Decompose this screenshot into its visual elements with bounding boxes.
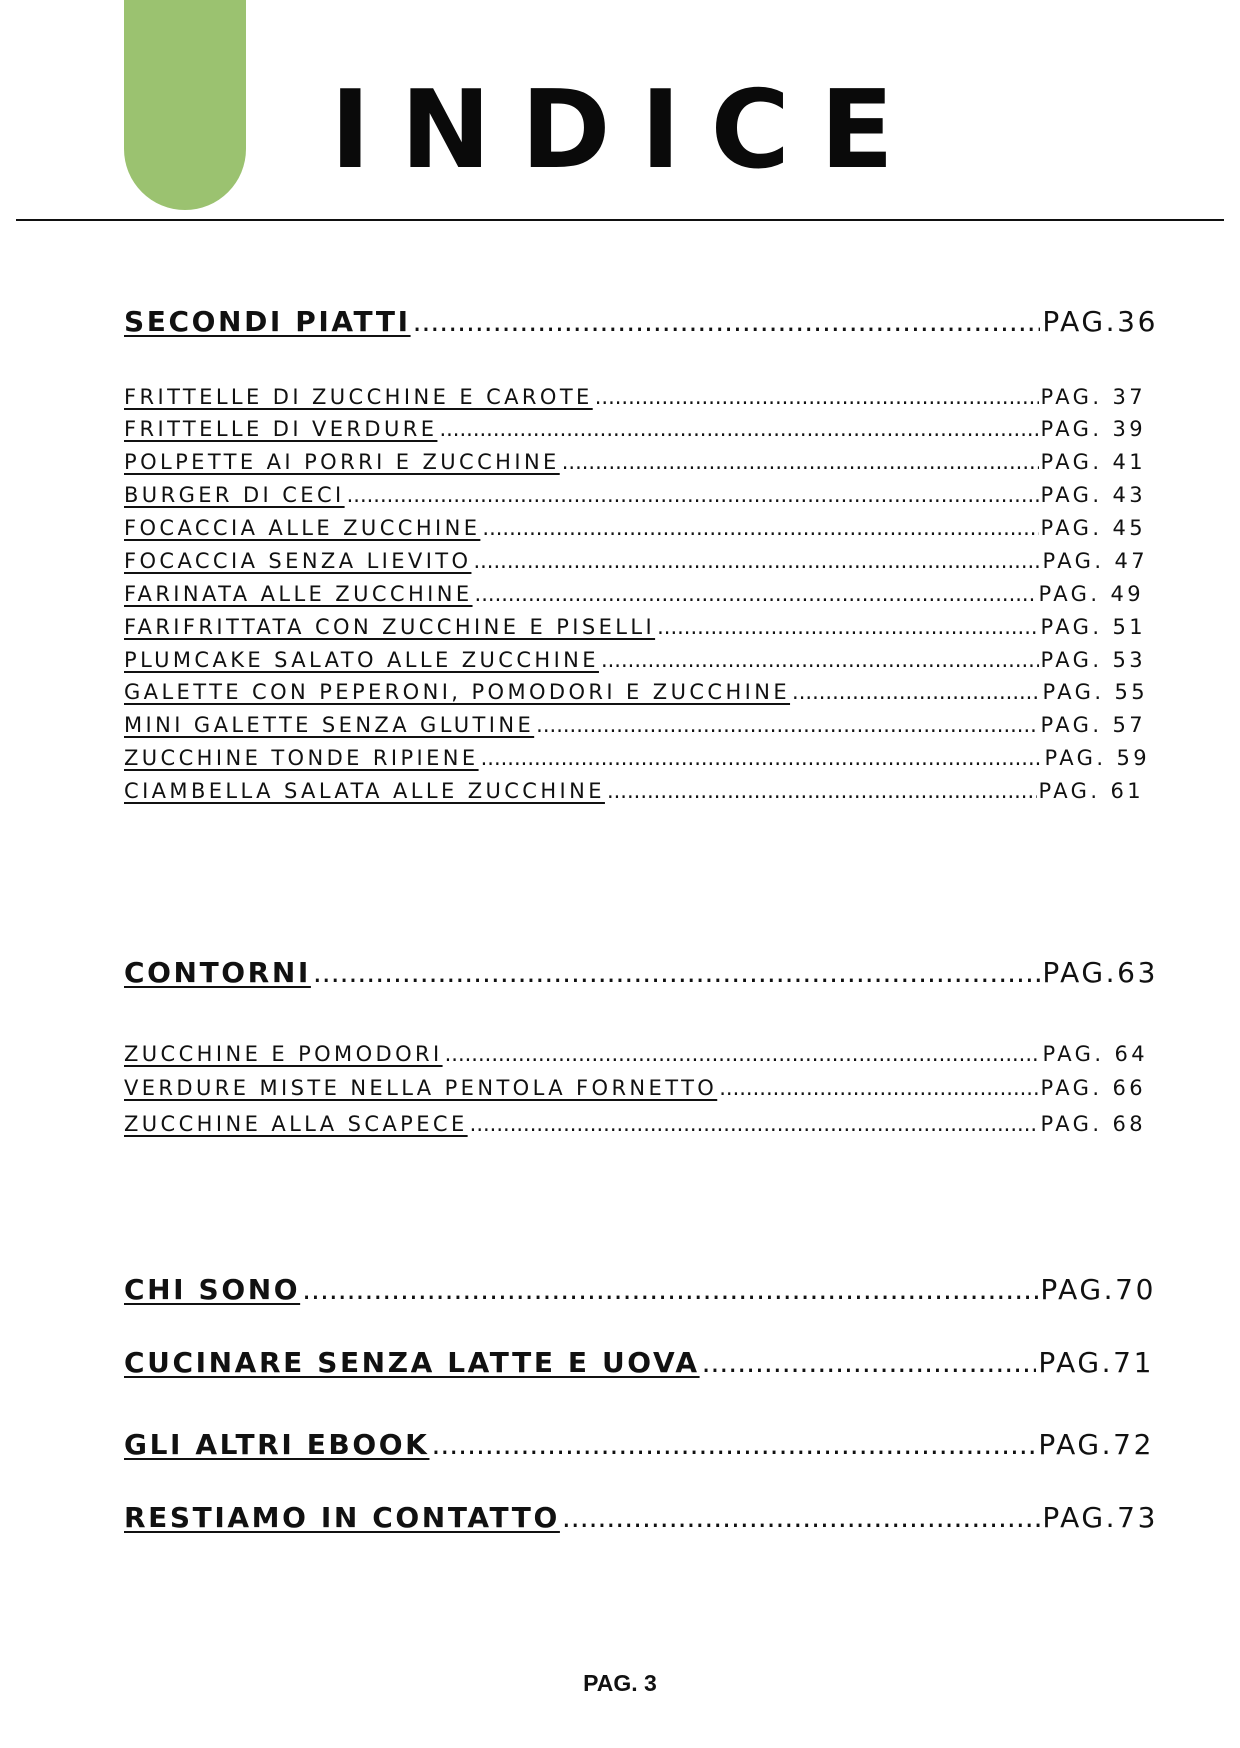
leader-dots (536, 710, 1038, 740)
toc-item[interactable] (124, 579, 1144, 609)
leader-dots (595, 382, 1039, 412)
toc-item-label: BURGER DI CECI (124, 483, 345, 507)
toc-page-number: PAG. 41 (1040, 450, 1146, 474)
toc-section-label: CONTORNI (124, 956, 311, 989)
toc-item[interactable] (124, 1109, 1146, 1139)
toc-page-number: PAG. 66 (1040, 1076, 1146, 1100)
toc-section-label: SECONDI PIATTI (124, 305, 411, 338)
toc-page-number: PAG.72 (1038, 1428, 1154, 1461)
toc-page-number: PAG.63 (1042, 956, 1158, 989)
leader-dots (482, 513, 1038, 543)
toc-item-label: ZUCCHINE E POMODORI (124, 1042, 443, 1066)
toc-page-number: PAG. 53 (1040, 648, 1146, 672)
toc-section-cucinare-senza-latte-e-uova[interactable] (124, 1343, 1154, 1383)
leader-dots (562, 447, 1039, 477)
leader-dots (657, 612, 1038, 642)
leader-dots (475, 579, 1037, 609)
toc-item[interactable] (124, 677, 1148, 707)
toc-page-number: PAG. 39 (1040, 417, 1146, 441)
toc-item[interactable] (124, 1039, 1148, 1069)
leader-dots (601, 645, 1039, 675)
toc-item[interactable] (124, 710, 1146, 740)
toc-item-label: POLPETTE AI PORRI E ZUCCHINE (124, 450, 560, 474)
toc-section-label: RESTIAMO IN CONTATTO (124, 1501, 560, 1534)
toc-page-number: PAG. 59 (1044, 746, 1150, 770)
toc-page-number: PAG.36 (1042, 305, 1158, 338)
toc-section-restiamo-in-contatto[interactable] (124, 1498, 1158, 1538)
toc-item[interactable] (124, 382, 1146, 412)
toc-section-contorni[interactable] (124, 953, 1158, 993)
toc-item[interactable] (124, 776, 1144, 806)
toc-item[interactable] (124, 513, 1146, 543)
toc-page-number: PAG. 57 (1040, 713, 1146, 737)
toc-item-label: FOCACCIA SENZA LIEVITO (124, 549, 472, 573)
page-title: INDICE (330, 68, 924, 193)
toc-item[interactable] (124, 1073, 1146, 1103)
toc-page-number: PAG. 55 (1042, 680, 1148, 704)
toc-item-label: CIAMBELLA SALATA ALLE ZUCCHINE (124, 779, 605, 803)
toc-item-label: FARIFRITTATA CON ZUCCHINE E PISELLI (124, 615, 656, 639)
leader-dots (347, 480, 1039, 510)
toc-item-label: VERDURE MISTE NELLA PENTOLA FORNETTO (124, 1076, 718, 1100)
toc-item[interactable] (124, 743, 1150, 773)
toc-page-number: PAG. 49 (1038, 582, 1144, 606)
header-divider (16, 219, 1224, 221)
toc-item-label: ZUCCHINE ALLA SCAPECE (124, 1112, 468, 1136)
leader-dots (702, 1343, 1037, 1383)
toc-item-label: PLUMCAKE SALATO ALLE ZUCCHINE (124, 648, 599, 672)
toc-item[interactable] (124, 480, 1146, 510)
leader-dots (470, 1109, 1039, 1139)
toc-page-number: PAG. 64 (1042, 1042, 1148, 1066)
toc-page-number: PAG.71 (1038, 1346, 1154, 1379)
toc-page-number: PAG. 45 (1040, 516, 1146, 540)
toc-page-number: PAG. 68 (1040, 1112, 1146, 1136)
toc-page-number: PAG.73 (1042, 1501, 1158, 1534)
toc-item[interactable] (124, 414, 1146, 444)
page-number-footer: PAG. 3 (583, 1670, 657, 1696)
toc-item[interactable] (124, 546, 1148, 576)
toc-item-label: GALETTE CON PEPERONI, POMODORI E ZUCCHINE (124, 680, 791, 704)
toc-page-number: PAG. 61 (1038, 779, 1144, 803)
leader-dots (473, 546, 1040, 576)
toc-item-label: FARINATA ALLE ZUCCHINE (124, 582, 473, 606)
toc-section-label: CUCINARE SENZA LATTE E UOVA (124, 1346, 700, 1379)
toc-item-label: FRITTELLE DI VERDURE (124, 417, 438, 441)
toc-section-label: GLI ALTRI EBOOK (124, 1428, 430, 1461)
toc-item-label: MINI GALETTE SENZA GLUTINE (124, 713, 535, 737)
toc-page-number: PAG. 47 (1042, 549, 1148, 573)
toc-item-label: ZUCCHINE TONDE RIPIENE (124, 746, 479, 770)
toc-item[interactable] (124, 447, 1146, 477)
toc-item[interactable] (124, 612, 1146, 642)
toc-page-number: PAG.70 (1040, 1273, 1156, 1306)
toc-item[interactable] (124, 645, 1146, 675)
toc-page-number: PAG. 43 (1040, 483, 1146, 507)
leader-dots (607, 776, 1037, 806)
leader-dots (439, 414, 1038, 444)
leader-dots (562, 1498, 1041, 1538)
leader-dots (413, 302, 1041, 342)
leader-dots (445, 1039, 1041, 1069)
toc-page-number: PAG. 37 (1040, 385, 1146, 409)
toc-page-number: PAG. 51 (1040, 615, 1146, 639)
leader-dots (719, 1073, 1038, 1103)
leader-dots (313, 953, 1041, 993)
leader-dots (792, 677, 1040, 707)
toc-item-label: FRITTELLE DI ZUCCHINE E CAROTE (124, 385, 593, 409)
toc-section-secondi-piatti[interactable] (124, 302, 1158, 342)
leader-dots (431, 1425, 1036, 1465)
toc-section-chi-sono[interactable] (124, 1270, 1156, 1310)
toc-item-label: FOCACCIA ALLE ZUCCHINE (124, 516, 481, 540)
toc-section-gli-altri-ebook[interactable] (124, 1425, 1154, 1465)
leader-dots (302, 1270, 1038, 1310)
toc-section-label: CHI SONO (124, 1273, 301, 1306)
leader-dots (481, 743, 1043, 773)
